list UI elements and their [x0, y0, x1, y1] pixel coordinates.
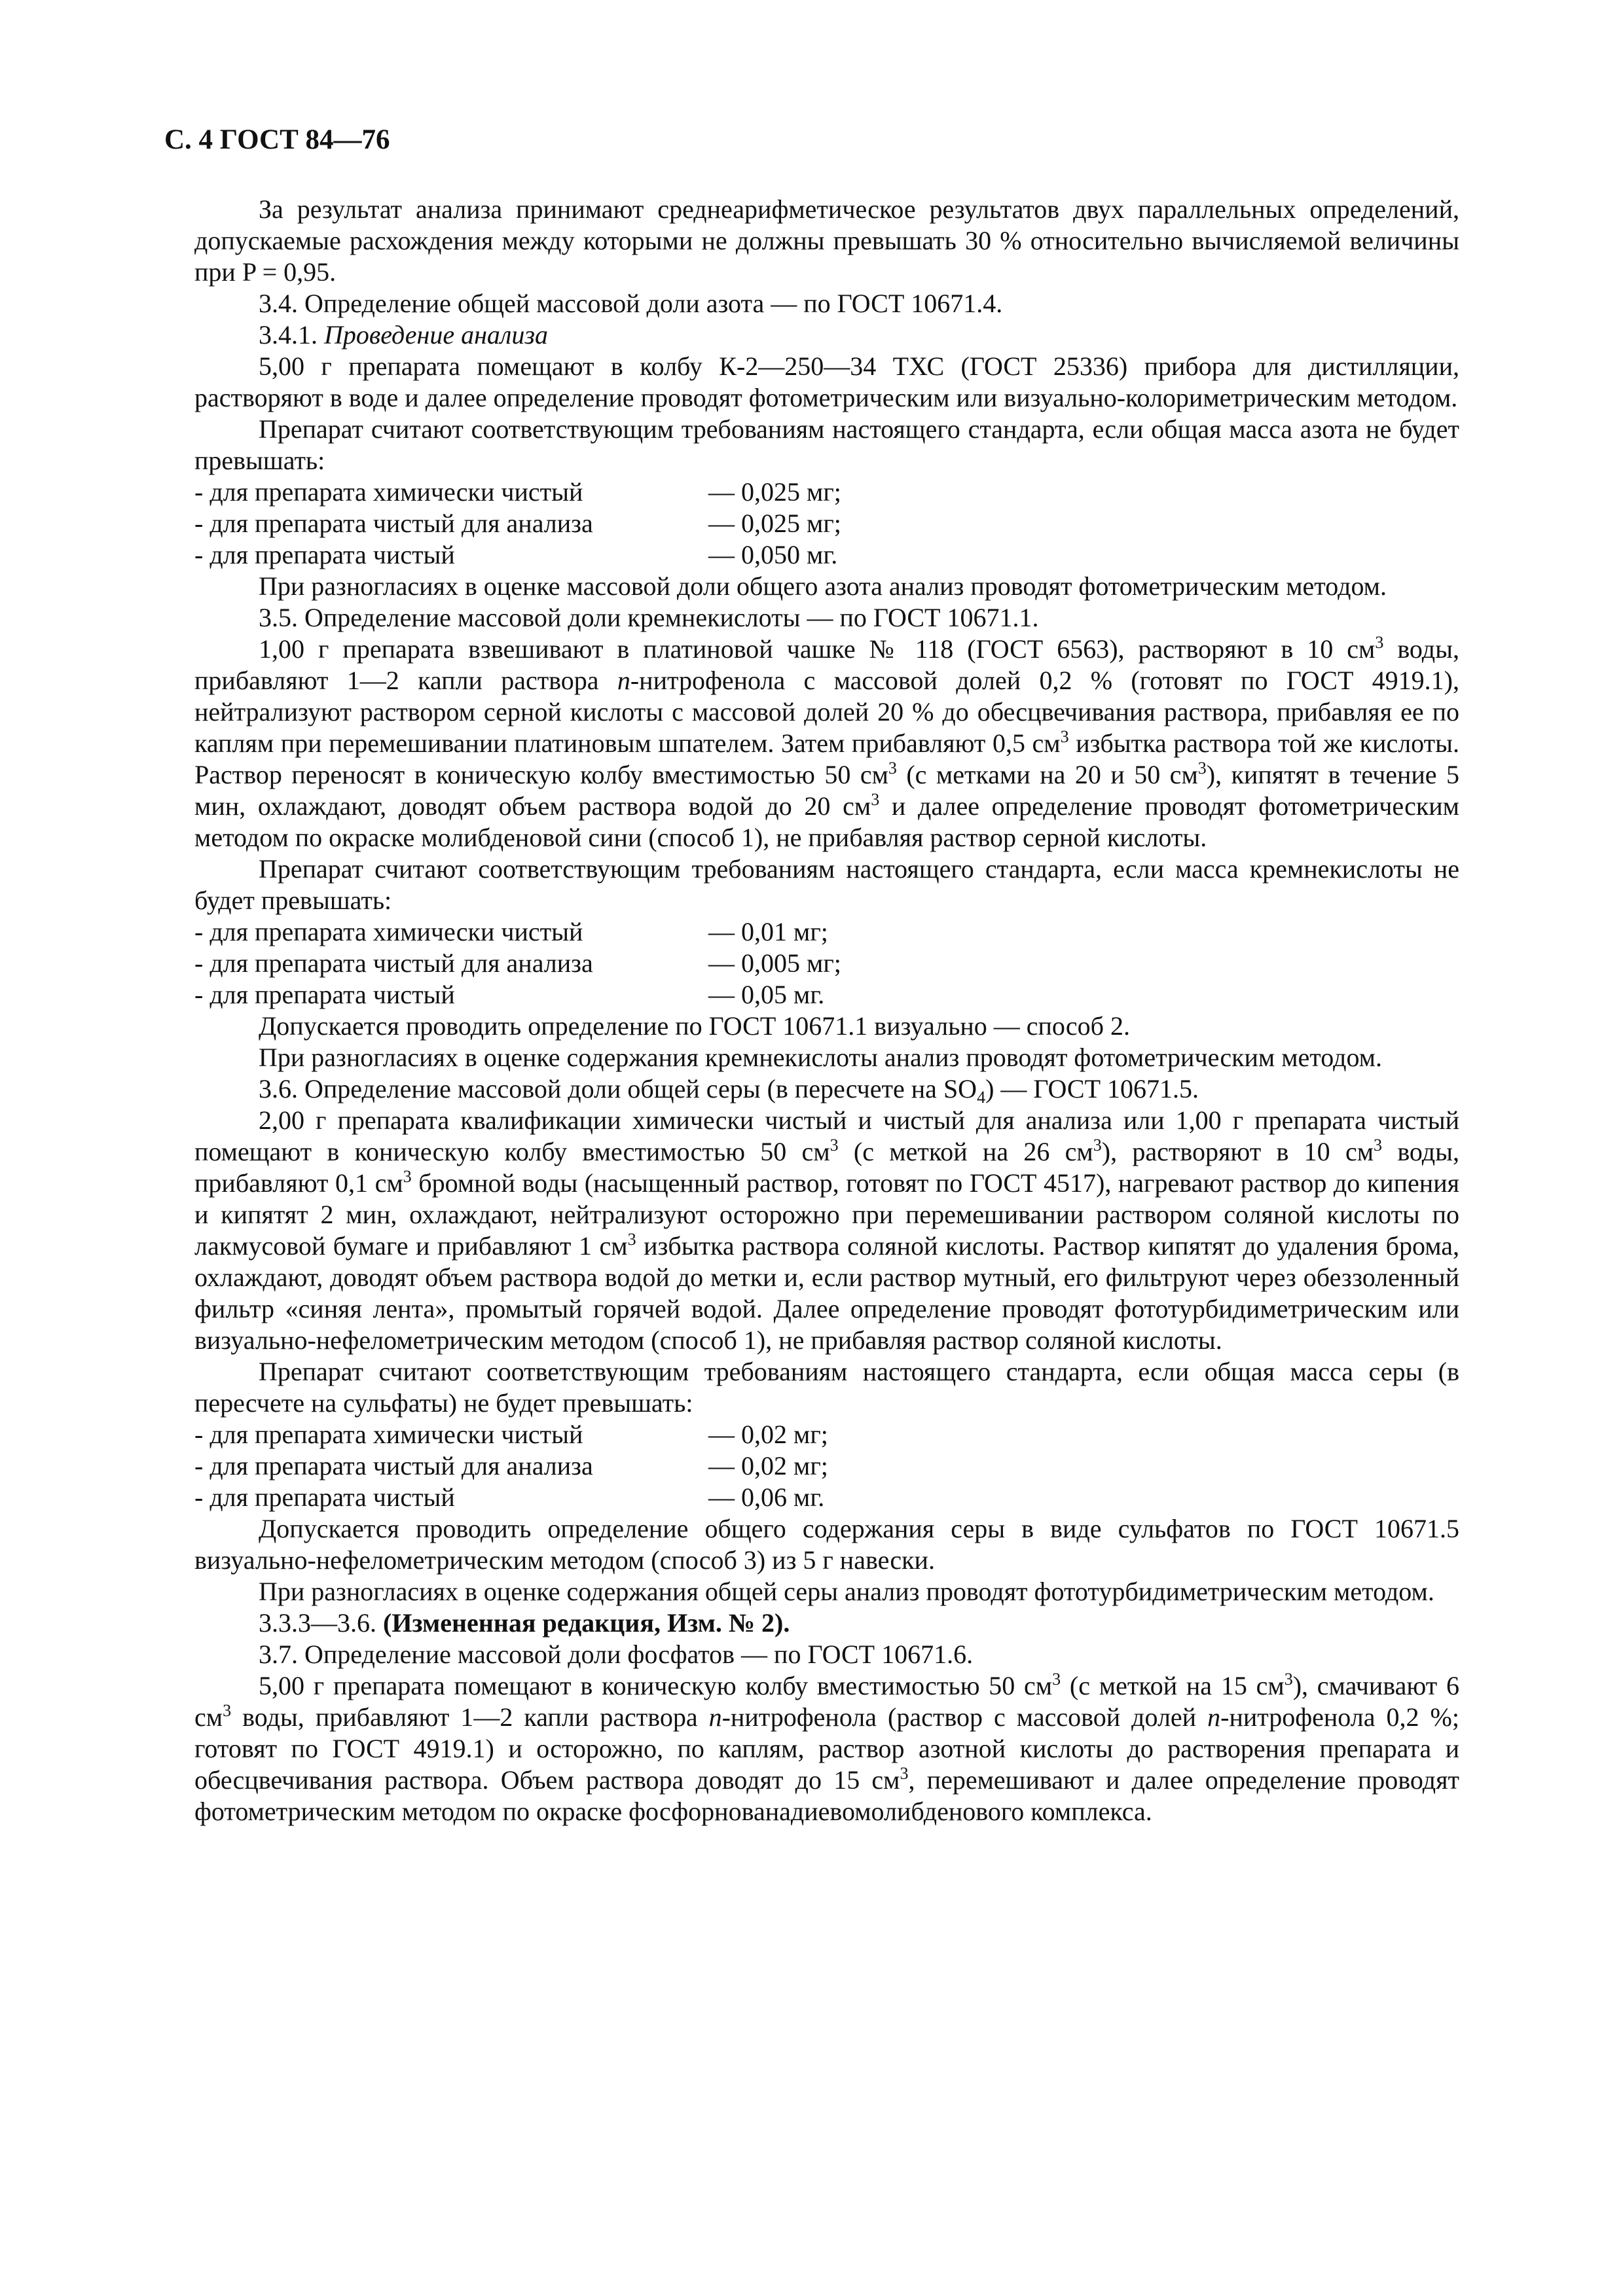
section-3-4-heading: 3.4. Определение общей массовой доли азота — по ГОСТ 10671.4.: [259, 289, 1003, 318]
section-3-4-1-heading: [194, 319, 1459, 351]
paragraph-amendment-note: 3.3.3—3.6. (Измененная редакция, Изм. № 2).: [259, 1608, 790, 1638]
section-3-4-1-title: Проведение анализа: [324, 320, 548, 350]
list-item: [194, 916, 1459, 948]
paragraph-silica-visual: Допускается проводить определение по ГОСТ 10671.1 визуально — способ 2.: [259, 1011, 1130, 1041]
list-item-value: — 0,01 мг;: [708, 917, 828, 946]
paragraph-nitrogen-procedure: 5,00 г препарата помещают в колбу К-2—250—34 ТХС (ГОСТ 25336) прибора для дистилляции, растворяют в воде и далее определение проводят фотометрическим или визуально-колориметрическим методом.: [194, 351, 1459, 412]
nitrogen-limits-list: [194, 476, 1459, 571]
paragraph-silica-dispute: При разногласиях в оценке содержания кремнекислоты анализ проводят фотометрическим методом.: [259, 1043, 1382, 1072]
list-item: [194, 1450, 1459, 1482]
list-item: [194, 1482, 1459, 1513]
list-item-value: — 0,02 мг;: [708, 1420, 828, 1449]
paragraph-phosphate-procedure: 5,00 г препарата помещают в коническую колбу вместимостью 50 $см^3$ (с меткой на 15 $см^3$), смачивают 6 $см^3$ воды, прибавляют 1—2 капли раствора п-нитрофенола (раствор с массовой долей п-нитрофенола 0,2 %; готовят по ГОСТ 4919.1) и осторожно, по каплям, раствор азотной кислоты до растворения препарата и обесцвечивания раствора. Объем раствора доводят до 15 $см^3$, перемешивают и далее определение проводят фотометрическим методом по окраске фосфорнованадиевомолибденового комплекса.: [194, 1670, 1459, 1826]
list-item-value: — 0,05 мг.: [708, 980, 825, 1009]
sulfur-limits-list: [194, 1419, 1459, 1513]
list-item-label: - для препарата химически чистый: [194, 477, 583, 507]
list-item-value: — 0,050 мг.: [708, 540, 838, 569]
paragraph-silica-requirement: Препарат считают соответствующим требованиям настоящего стандарта, если масса кремнекислоты не будет превышать:: [194, 854, 1459, 915]
amendment-bold: (Измененная редакция, Изм. № 2).: [383, 1608, 790, 1638]
section-3-4-1-number: 3.4.1.: [259, 320, 324, 350]
list-item: [194, 476, 1459, 508]
paragraph-nitrogen-dispute: При разногласиях в оценке массовой доли общего азота анализ проводят фотометрическим методом.: [259, 571, 1387, 601]
list-item-label: - для препарата чистый: [194, 1482, 455, 1512]
section-3-7-heading: 3.7. Определение массовой доли фосфатов — по ГОСТ 10671.6.: [259, 1640, 974, 1669]
silica-limits-list: [194, 916, 1459, 1011]
paragraph-sulfur-procedure: 2,00 г препарата квалификации химически чистый и чистый для анализа или 1,00 г препарата чистый помещают в коническую колбу вместимостью 50 $см^3$ (с меткой на 26 $см^3$), растворяют в 10 $см^3$ воды, прибавляют 0,1 $см^3$ бромной воды (насыщенный раствор, готовят по ГОСТ 4517), нагревают раствор до кипения и кипятят 2 мин, охлаждают, нейтрализуют осторожно при перемешивании раствором соляной кислоты по лакмусовой бумаге и прибавляют 1 $см^3$ избытка раствора соляной кислоты. Раствор кипятят до удаления брома, охлаждают, доводят объем раствора водой до метки и, если раствор мутный, его фильтруют через обеззоленный фильтр «синяя лента», промытый горячей водой. Далее определение проводят фототурбидиметрическим или визуально-нефелометрическим методом (способ 1), не прибавляя раствор соляной кислоты.: [194, 1105, 1460, 1355]
list-item: [194, 979, 1459, 1011]
paragraph-sulfur-visual: Допускается проводить определение общего содержания серы в виде сульфатов по ГОСТ 10671.5 визуально-нефелометрическим методом (способ 3) из 5 г навески.: [194, 1514, 1459, 1575]
section-3-5-heading: 3.5. Определение массовой доли кремнекислоты — по ГОСТ 10671.1.: [259, 603, 1039, 632]
list-item: [194, 508, 1459, 539]
list-item-label: - для препарата чистый для анализа: [194, 1451, 593, 1480]
list-item-value: — 0,02 мг;: [708, 1451, 828, 1480]
page-header: С. 4 ГОСТ 84—76: [164, 124, 390, 155]
list-item-value: — 0,025 мг;: [708, 477, 841, 507]
list-item: [194, 1419, 1459, 1450]
list-item-label: - для препарата чистый для анализа: [194, 948, 593, 978]
paragraph-silica-procedure: 1,00 г препарата взвешивают в платиновой чашке № 118 (ГОСТ 6563), растворяют в 10 $см^3$ воды, прибавляют 1—2 капли раствора п-нитрофенола с массовой долей 0,2 % (готовят по ГОСТ 4919.1), нейтрализуют раствором серной кислоты с массовой долей 20 % до обесцвечивания раствора, прибавляя ее по каплям при перемешивании платиновым шпателем. Затем прибавляют 0,5 $см^3$ избытка раствора той же кислоты. Раствор переносят в коническую колбу вместимостью 50 $см^3$ (с метками на 20 и 50 $см^3$), кипятят в течение 5 мин, охлаждают, доводят объем раствора водой до 20 $см^3$ и далее определение проводят фотометрическим методом по окраске молибденовой сини (способ 1), не прибавляя раствор серной кислоты.: [194, 633, 1460, 852]
list-item-value: — 0,005 мг;: [708, 948, 841, 978]
list-item-label: - для препарата химически чистый: [194, 917, 583, 946]
paragraph-sulfur-requirement: Препарат считают соответствующим требованиям настоящего стандарта, если общая масса серы (в пересчете на сульфаты) не будет превышать:: [194, 1357, 1459, 1418]
list-item-label: - для препарата чистый: [194, 540, 455, 569]
list-item-value: — 0,025 мг;: [708, 509, 841, 538]
list-item-label: - для препарата химически чистый: [194, 1420, 583, 1449]
paragraph-sulfur-dispute: При разногласиях в оценке содержания общей серы анализ проводят фототурбидиметрическим методом.: [259, 1577, 1434, 1606]
list-item-label: - для препарата чистый для анализа: [194, 509, 593, 538]
list-item-value: — 0,06 мг.: [708, 1482, 825, 1512]
list-item: [194, 948, 1459, 979]
paragraph-result: За результат анализа принимают среднеарифметическое результатов двух параллельных определений, допускаемые расхождения между которыми не должны превышать 30 % относительно вычисляемой величины при P = 0,95.: [194, 194, 1459, 287]
list-item: [194, 539, 1459, 571]
paragraph-nitrogen-requirement: Препарат считают соответствующим требованиям настоящего стандарта, если общая масса азота не будет превышать:: [194, 414, 1459, 475]
list-item-label: - для препарата чистый: [194, 980, 455, 1009]
section-3-6-heading: 3.6. Определение массовой доли общей серы (в пересчете на $SO_4$) — ГОСТ 10671.5.: [259, 1074, 1199, 1107]
